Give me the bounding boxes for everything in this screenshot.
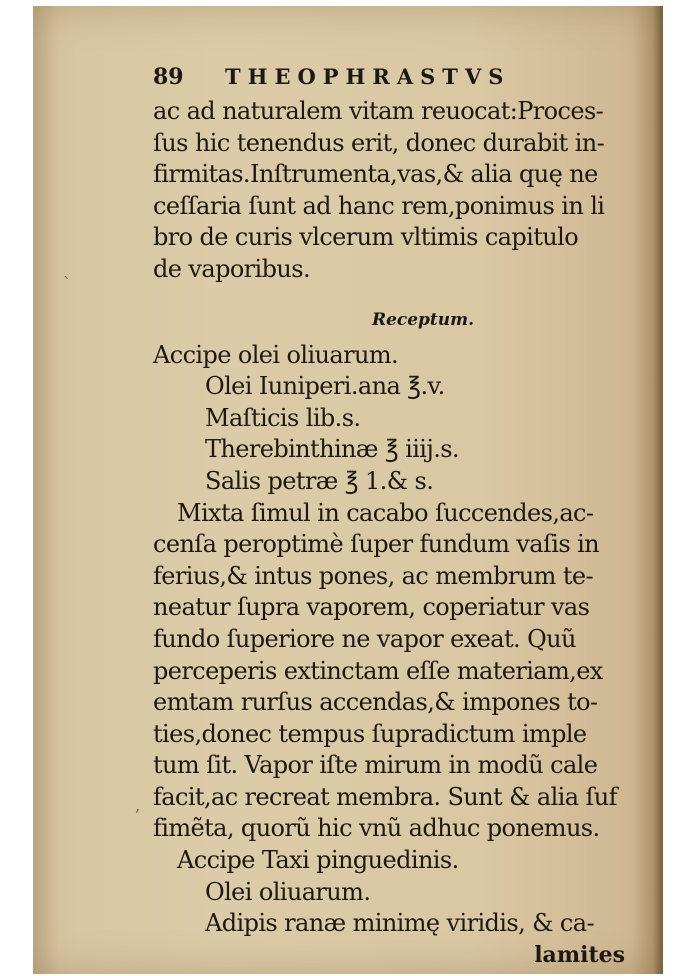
running-head <box>153 58 633 96</box>
text-line: ac ad naturalem vitam reuocat:Proces- <box>153 97 604 125</box>
text-line: emtam rurſus accendas,& impones to- <box>153 688 598 717</box>
text-line: fundo ſuperiore ne vapor exeat. Quũ <box>153 624 576 653</box>
recipe-line: Maſticis lib.s. <box>205 403 361 432</box>
recipe-line: Accipe Taxi pinguedinis. <box>177 846 459 875</box>
page-number: 89 <box>153 64 184 90</box>
recipe-line: Olei Iuniperi.ana ℥.v. <box>205 372 445 401</box>
book-page <box>33 6 663 974</box>
spacer <box>153 286 633 300</box>
recipe-line: Accipe olei oliuarum. <box>153 340 399 369</box>
paper-blemish: ` <box>63 274 71 293</box>
text-line: ties,donec tempus ſupradictum imple <box>153 719 587 748</box>
text-line: cenſa peroptimè ſuper fundum vaſis in <box>153 530 599 559</box>
text-line: bro de curis vlcerum vltimis capitulo <box>153 223 579 252</box>
text-line: neatur ſupra vaporem, coperiatur vas <box>153 593 590 622</box>
text-line: ſus hic tenendus erit, donec durabit in- <box>153 128 605 157</box>
recipe-1 <box>153 340 633 498</box>
text-line: Mixta ſimul in cacabo ſuccendes,ac- <box>177 498 594 527</box>
text-line: tum ſit. Vapor iſte mirum in modũ cale <box>153 751 598 780</box>
paragraph-1 <box>153 96 633 286</box>
page-gutter-shadow <box>653 6 663 974</box>
text-line: de vaporibus. <box>153 254 310 283</box>
running-title: THEOPHRASTVS <box>225 64 511 89</box>
recipe-line: Adipis ranæ minimę viridis, & ca- <box>205 909 594 938</box>
text-line: fimẽta, quorũ hic vnũ adhuc ponemus. <box>153 814 600 843</box>
text-line: facit,ac recreat membra. Sunt & alia ſuf <box>153 782 617 811</box>
recipe-line: Salis petræ ℥ 1.& s. <box>205 466 434 495</box>
paper-blemish: ‚ <box>135 796 141 815</box>
text-block <box>153 58 633 971</box>
recipe-line: Therebinthinæ ℥ iiij.s. <box>205 435 459 464</box>
catchword: lamites <box>534 941 625 968</box>
text-line: firmitas.Inſtrumenta,vas,& alia quę ne <box>153 160 598 189</box>
text-line: perceperis extinctam eſſe materiam,ex <box>153 656 603 685</box>
text-line: ceſſaria ſunt ad hanc rem,ponimus in li <box>153 191 605 220</box>
recipe-line: Olei oliuarum. <box>205 877 371 906</box>
section-heading: Receptum. <box>371 309 475 330</box>
paragraph-2 <box>153 498 633 846</box>
text-line: ferius,& intus pones, ac membrum te- <box>153 561 593 590</box>
recipe-2 <box>153 845 633 940</box>
